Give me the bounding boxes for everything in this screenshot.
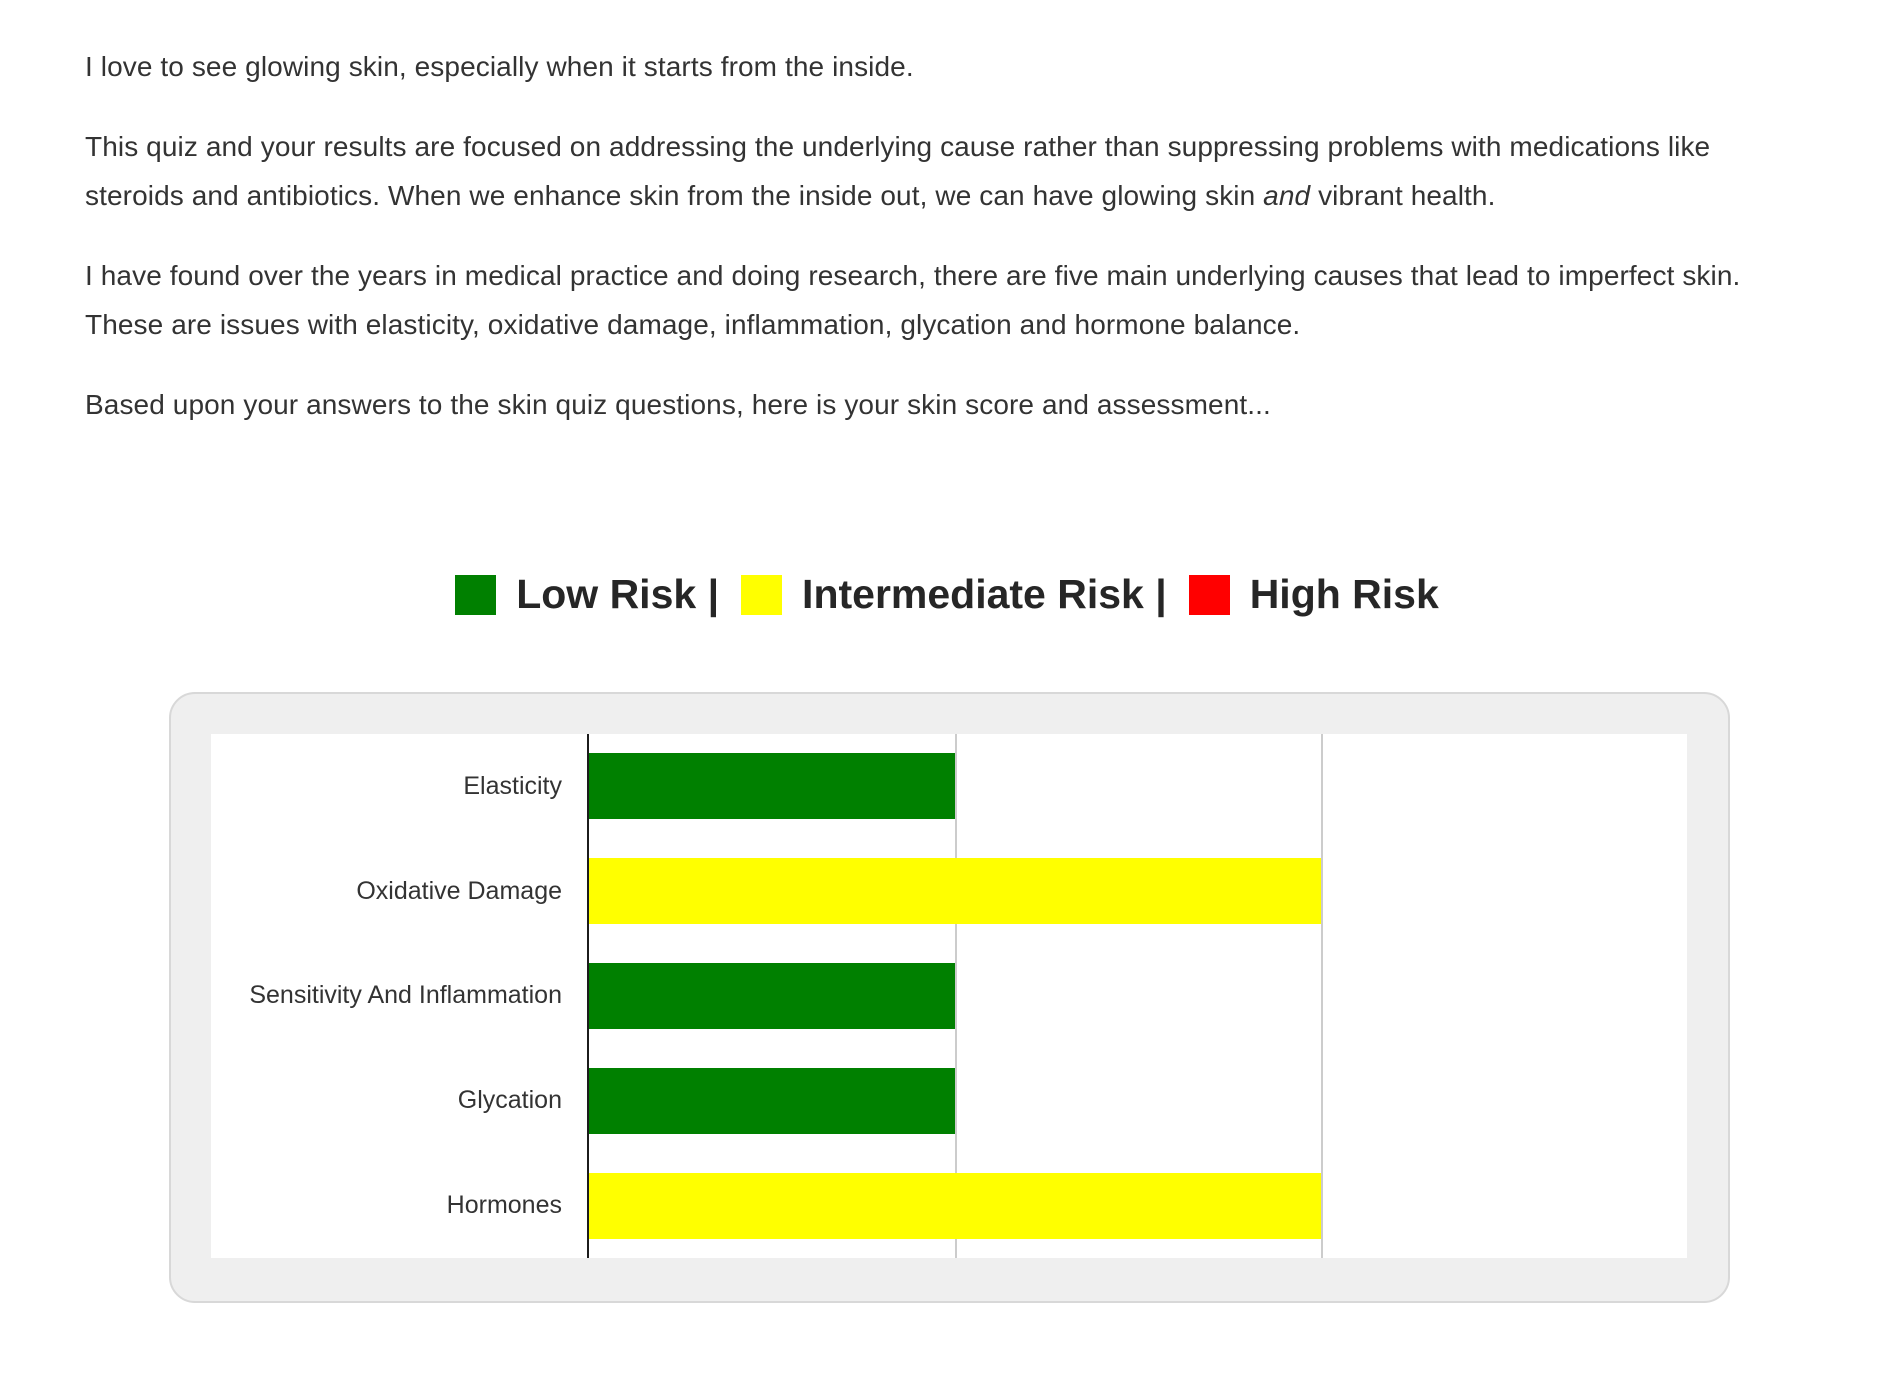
risk-bar-intermediate [589,858,1321,924]
legend-item-low-risk [455,571,719,618]
category-label: Glycation [457,1086,562,1115]
chart-plot-area [211,734,1687,1258]
category-label: Oxidative Damage [356,876,562,905]
low-risk-swatch-icon [455,575,496,615]
risk-legend [85,571,1809,618]
chart-row [589,1048,1687,1153]
low-risk-label: Low Risk | [516,571,720,617]
causes-paragraph [85,251,1809,349]
chart-row [589,734,1687,839]
category-label: Elasticity [463,771,562,800]
risk-bar-intermediate [589,1173,1321,1239]
results-intro-paragraph [85,380,1809,429]
high-risk-label: High Risk [1249,571,1439,617]
intermediate-risk-label: Intermediate Risk | [802,571,1167,617]
category-label: Hormones [446,1191,562,1220]
legend-item-high-risk [1189,571,1439,618]
risk-bar-low [589,963,955,1029]
chart-row [589,944,1687,1049]
category-label: Sensitivity And Inflammation [249,981,562,1010]
legend-item-intermediate-risk [741,571,1167,618]
emphasized-word: and [1263,180,1311,211]
quiz-focus-paragraph [85,122,1809,220]
bars-area [587,734,1687,1258]
results-intro-text: Based upon your answers to the skin quiz questions, here is your skin score and assessment... [85,389,1271,420]
chart-row [589,839,1687,944]
intro-text: I love to see glowing skin, especially when it starts from the inside. [85,51,914,82]
risk-bar-low [589,753,955,819]
chart-row [589,1153,1687,1258]
causes-text: I have found over the years in medical practice and doing research, there are five main underlying causes that lead to imperfect skin. These are issues with elasticity, oxidative damage, inflammation, glycation and hormone balance. [85,260,1741,340]
quiz-focus-text-start: This quiz and your results are focused on addressing the underlying cause rather than suppressing problems with medications like steroids and antibiotics. When we enhance skin from the inside out, we can have glowing skin [85,131,1711,211]
risk-bar-low [589,1068,955,1134]
quiz-focus-text-end: vibrant health. [1310,180,1496,211]
intro-paragraph [85,42,1809,91]
high-risk-swatch-icon [1189,575,1230,615]
category-labels [211,734,587,1258]
risk-bar-chart [169,692,1730,1303]
intermediate-risk-swatch-icon [741,575,782,615]
